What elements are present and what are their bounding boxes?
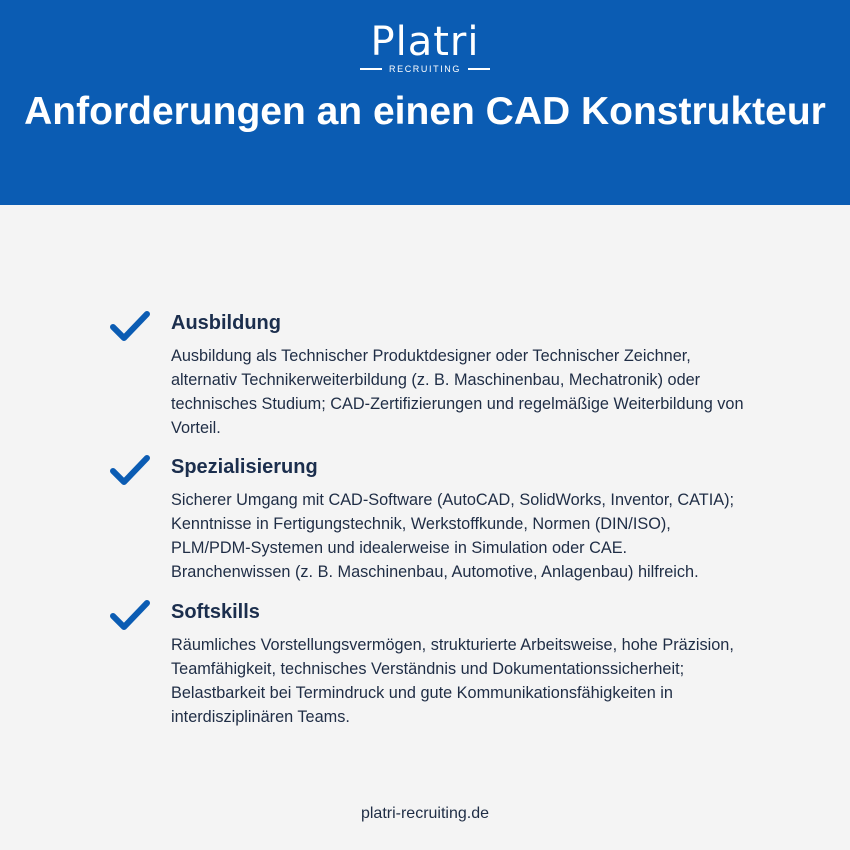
- section-heading: Softskills: [171, 601, 260, 623]
- footer-url[interactable]: platri-recruiting.de: [360, 805, 490, 822]
- logo-tagline: [0, 64, 850, 74]
- logo-line-left: [360, 68, 382, 70]
- section-heading: Spezialisierung: [171, 456, 318, 478]
- checkmark-icon: [110, 310, 150, 342]
- checkmark-icon: [110, 599, 150, 631]
- section-body: Sicherer Umgang mit CAD-Software (AutoCAD, SolidWorks, Inventor, CATIA); Kenntnisse in Fertigungstechnik, Werkstoffkunde, Normen (DIN/ISO), PLM/PDM-Systemen und idealerweise in Simulation oder CAE. Branchenwissen (z. B. Maschinenbau, Automotive, Anlagenbau) hilfreich.: [171, 491, 735, 581]
- section-body: Räumliches Vorstellungsvermögen, strukturierte Arbeitsweise, hohe Präzision, Teamfähigkeit, technisches Verständnis und Dokumentationssicherheit; Belastbarkeit bei Termindruck und gute Kommunikationsfähigkeiten in interdisziplinären Teams.: [171, 636, 734, 726]
- logo-line-right: [468, 68, 490, 70]
- section-body: Ausbildung als Technischer Produktdesigner oder Technischer Zeichner, alternativ Technikerweiterbildung (z. B. Maschinenbau, Mechatronik) oder technisches Studium; CAD-Zertifizierungen und regelmäßige Weiterbildung von Vorteil.: [171, 347, 744, 437]
- page-title: Anforderungen an einen CAD Konstrukteur: [24, 90, 826, 133]
- logo-wordmark: Platri: [370, 19, 480, 65]
- logo-tagline-text: RECRUITING: [389, 64, 461, 74]
- header-banner: [0, 0, 850, 205]
- section-heading: Ausbildung: [171, 312, 281, 334]
- checkmark-icon: [110, 454, 150, 486]
- platri-logo: [0, 18, 850, 74]
